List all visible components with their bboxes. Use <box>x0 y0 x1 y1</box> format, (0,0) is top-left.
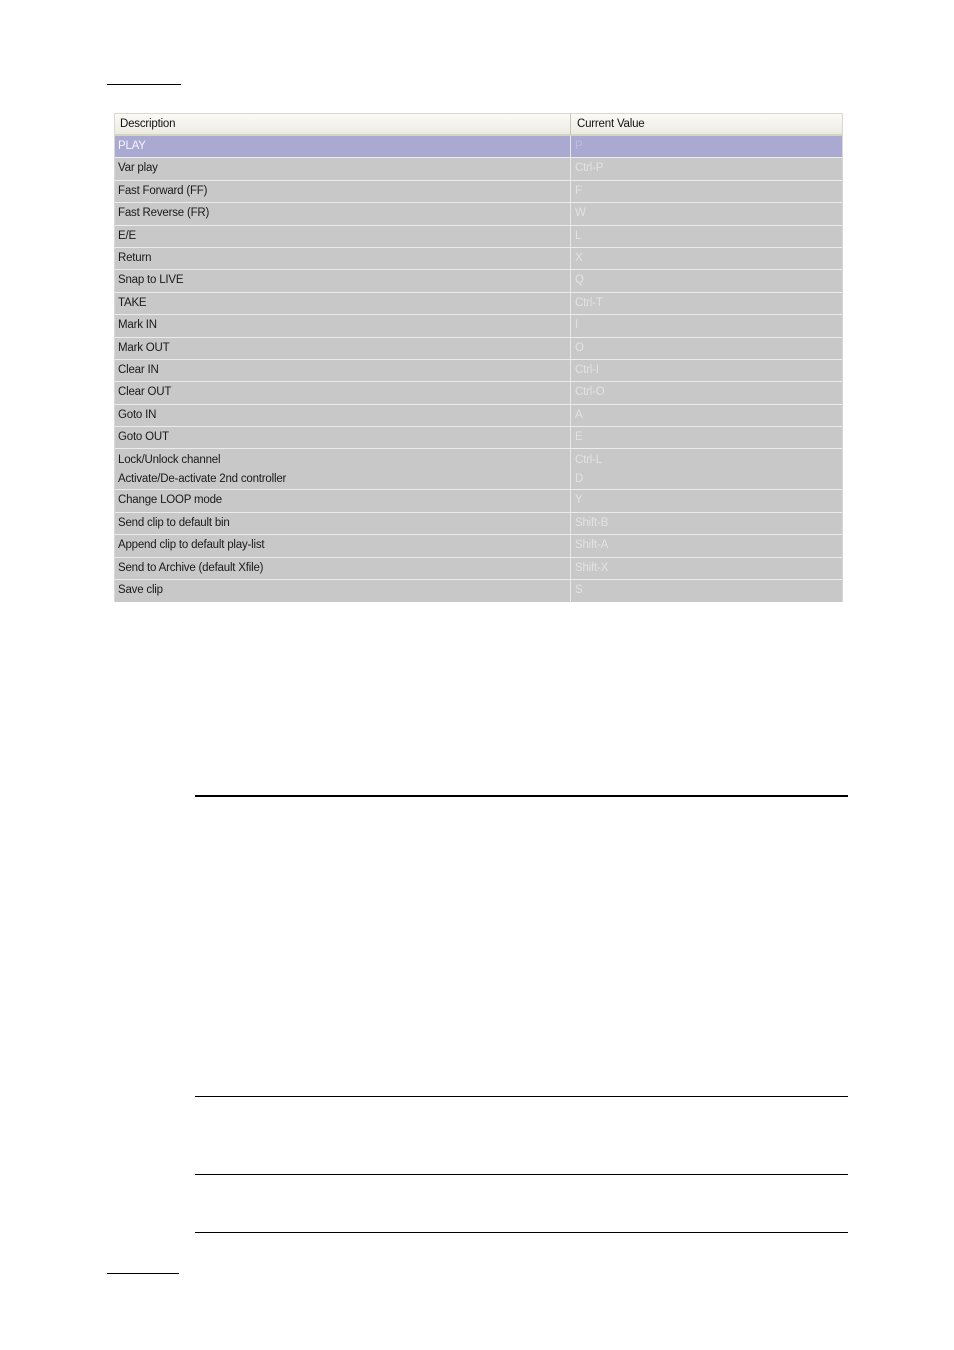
table-row[interactable] <box>115 449 842 490</box>
row-value: W <box>575 207 586 220</box>
table-row[interactable] <box>115 158 842 180</box>
row-value: Shift-B <box>575 516 609 529</box>
row-description: Goto OUT <box>115 427 571 448</box>
table-row[interactable] <box>115 181 842 203</box>
row-value: P <box>575 140 583 152</box>
row-description-pair <box>115 449 571 489</box>
row-value: A <box>575 408 583 421</box>
table-row[interactable] <box>115 203 842 225</box>
row-description: E/E <box>115 226 571 247</box>
row-description: Activate/De-activate 2nd controller <box>118 473 287 486</box>
table-row[interactable] <box>115 490 842 512</box>
table-row[interactable] <box>115 405 842 427</box>
row-description: Var play <box>115 158 571 179</box>
row-description: Return <box>115 248 571 269</box>
row-value: I <box>575 319 578 332</box>
row-value: O <box>575 341 584 354</box>
page-footer-rule <box>107 1273 179 1274</box>
row-description: Clear OUT <box>115 382 571 403</box>
row-value: Ctrl-L <box>575 454 602 467</box>
row-value: Shift-A <box>575 539 609 552</box>
row-description: Goto IN <box>115 405 571 426</box>
row-value: E <box>575 431 583 444</box>
row-value: F <box>575 184 582 197</box>
note-bottom-rule <box>195 1232 848 1233</box>
row-description: Fast Forward (FF) <box>115 181 571 202</box>
row-description: Save clip <box>115 580 571 602</box>
column-header-current-value[interactable]: Current Value <box>577 118 645 130</box>
table-row[interactable] <box>115 315 842 337</box>
table-row[interactable] <box>115 338 842 360</box>
table-header <box>115 113 842 136</box>
table-row[interactable] <box>115 513 842 535</box>
row-value: Ctrl-I <box>575 363 599 376</box>
table-row[interactable] <box>115 360 842 382</box>
row-description: Clear IN <box>115 360 571 381</box>
note-divider-rule <box>195 1096 848 1097</box>
row-value: Ctrl-O <box>575 386 605 399</box>
row-description: Append clip to default play-list <box>115 535 571 556</box>
row-description: Send to Archive (default Xfile) <box>115 558 571 579</box>
row-description: Mark IN <box>115 315 571 336</box>
row-value: Shift-X <box>575 561 609 574</box>
table-row[interactable] <box>115 136 842 158</box>
table-row[interactable] <box>115 226 842 248</box>
table-row[interactable] <box>115 427 842 449</box>
note-top-rule <box>195 795 848 797</box>
row-description: Send clip to default bin <box>115 513 571 534</box>
note-divider-rule <box>195 1174 848 1175</box>
row-description: Fast Reverse (FR) <box>115 203 571 224</box>
shortcut-table <box>114 113 843 602</box>
row-description: Snap to LIVE <box>115 270 571 291</box>
table-row[interactable] <box>115 535 842 557</box>
row-value: Y <box>575 494 583 507</box>
row-value: Ctrl-P <box>575 162 604 175</box>
row-description: PLAY <box>115 136 571 157</box>
table-row[interactable] <box>115 270 842 292</box>
row-value: Ctrl-T <box>575 296 603 309</box>
row-value: S <box>575 584 583 597</box>
row-description: TAKE <box>115 293 571 314</box>
row-description: Mark OUT <box>115 338 571 359</box>
row-value-pair <box>571 449 842 489</box>
table-row[interactable] <box>115 580 842 602</box>
row-value: L <box>575 229 582 242</box>
row-description: Lock/Unlock channel <box>118 454 221 467</box>
table-row[interactable] <box>115 293 842 315</box>
column-header-description[interactable]: Description <box>115 114 571 134</box>
row-description: Change LOOP mode <box>115 490 571 511</box>
row-value: X <box>575 251 583 264</box>
table-row[interactable] <box>115 248 842 270</box>
table-row[interactable] <box>115 382 842 404</box>
row-value: Q <box>575 274 584 287</box>
row-value: D <box>575 473 584 486</box>
table-row[interactable] <box>115 558 842 580</box>
page-header-rule <box>107 84 181 85</box>
